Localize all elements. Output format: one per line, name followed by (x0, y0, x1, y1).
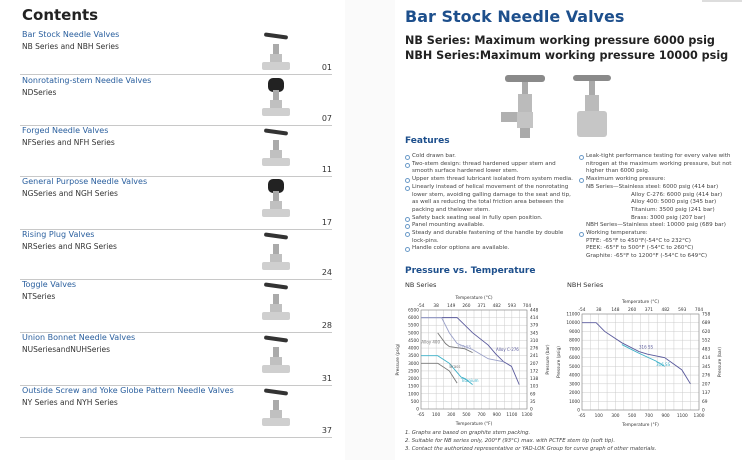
knob-valve-icon (256, 78, 296, 122)
feature-item: Working temperature: (579, 230, 731, 238)
contents-page (0, 0, 345, 460)
t-handle-valve-icon (256, 335, 296, 379)
feature-item: Alloy 400: 5000 psig (345 bar) (631, 199, 717, 206)
entry-series: NTSeries (22, 292, 56, 301)
entry-series: NGSeries and NGH Series (22, 189, 118, 198)
x-tick-label: 1300 (521, 413, 533, 418)
feature-item: packing and thelower stem. (412, 206, 491, 213)
x-tick-label: 300 (447, 413, 456, 418)
y-tick-label: 4500 (408, 338, 419, 344)
entry-page-number: 28 (321, 321, 332, 330)
nb-subtitle: NB Series: Maximum working pressure 6000 psig (405, 34, 715, 47)
x2-axis-label: Temperature (°C) (455, 296, 493, 301)
entry-page-number: 11 (321, 165, 332, 174)
feature-item: Linearly instead of helical movement of the nonrotating (405, 184, 573, 192)
series-label: 316 SS (639, 344, 653, 350)
y-tick-label: 3000 (408, 361, 419, 367)
x-tick-label: 500 (628, 414, 637, 419)
y-axis-label: Pressure (psig) (396, 343, 401, 376)
x-tick-label: -65 (417, 413, 425, 418)
y2-tick-label: 379 (530, 323, 539, 329)
feature-item: as well as reducing the total friction area between the (412, 199, 564, 206)
y-tick-label: 5500 (408, 323, 419, 329)
t-handle-valve-icon (256, 32, 296, 76)
y-tick-label: 6000 (408, 316, 419, 322)
x2-tick-label: 593 (678, 308, 687, 313)
y-tick-label: 4000 (408, 346, 419, 352)
y-tick-label: 3500 (408, 354, 419, 360)
feature-item: Leak-tight performance testing for every valve with (579, 153, 731, 161)
y2-tick-label: 276 (702, 373, 711, 379)
y2-tick-label: 103 (530, 384, 539, 390)
feature-item: NB Series—Stainless steel: 6000 psig (414 bar) (586, 183, 719, 190)
entry-page-number: 37 (321, 426, 332, 435)
yoke-valve-icon (256, 388, 296, 432)
x-tick-label: 1300 (693, 414, 705, 419)
entry-page-number: 01 (321, 63, 332, 72)
feature-item: Titanium: 3500 psig (241 bar) (631, 206, 715, 213)
entry-series: NB Series and NBH Series (22, 42, 119, 51)
x-tick-label: 700 (477, 413, 486, 418)
y-tick-label: 6500 (408, 308, 419, 314)
y-tick-label: 8000 (569, 338, 580, 344)
x-tick-label: 1100 (506, 413, 518, 418)
y2-tick-label: 414 (530, 316, 539, 322)
y2-tick-label: 138 (530, 377, 539, 383)
feature-item: Panel mounting available. (405, 222, 573, 230)
y-tick-label: 5000 (408, 331, 419, 337)
contents-entry[interactable] (20, 280, 332, 333)
contents-entry[interactable] (20, 177, 332, 230)
entry-page-number: 17 (321, 218, 332, 227)
straight-valve-icon (573, 75, 611, 137)
x-axis-label: Temperature (°F) (622, 423, 659, 428)
feature-item: PTFE: -65°F to 450°F(-54°C to 232°C) (586, 237, 691, 244)
y-tick-label: 3000 (569, 382, 580, 388)
toggle-valve-icon (256, 282, 296, 326)
entry-title[interactable]: Forged Needle Valves (22, 126, 109, 135)
x-tick-label: -65 (578, 414, 586, 419)
x2-tick-label: 704 (522, 304, 532, 309)
entry-page-number: 24 (321, 268, 332, 277)
y2-tick-label: 620 (702, 329, 711, 335)
nb-chart-title: NB Series (405, 281, 437, 289)
entry-title[interactable]: Toggle Valves (22, 280, 77, 289)
y2-tick-label: 345 (702, 364, 711, 370)
entry-title[interactable]: Nonrotating-stem Needle Valves (22, 76, 152, 85)
y-tick-label: 1500 (408, 384, 419, 390)
x-tick-label: 300 (611, 414, 620, 419)
series-label: Titanium (460, 378, 479, 384)
y-tick-label: 11000 (566, 312, 580, 318)
footnote: 1. Graphs are based on graphite stem packing. (405, 430, 531, 436)
y-tick-label: 500 (410, 399, 419, 405)
x-tick-label: 500 (462, 413, 471, 418)
y2-tick-label: 207 (702, 382, 711, 388)
y-tick-label: 2000 (569, 391, 580, 397)
y2-tick-label: 483 (702, 347, 711, 353)
x2-tick-label: 38 (595, 308, 602, 313)
entry-title[interactable]: Union Bonnet Needle Valves (22, 333, 136, 342)
t-handle-valve-icon (256, 232, 296, 276)
feature-item: nitrogen at the maximum working pressure, but not (586, 160, 732, 167)
x-tick-label: 1100 (676, 414, 688, 419)
feature-item: Upper stem thread lubricant isolated from system media. (405, 176, 573, 184)
footnote: 3. Contact the authorized representative or YAD-LOK Group for curve graph of other materials. (405, 446, 657, 452)
footnote: 2. Suitable for NB series only, 200°F (93°C) max. with PCTFE stem tip (soft tip). (405, 438, 616, 444)
feature-item: Handle color options are available. (405, 245, 573, 253)
series-label: Brass (449, 363, 461, 369)
x2-tick-label: 371 (644, 308, 653, 313)
series-label: Alloy C-276 (495, 347, 519, 353)
round-knob-valve-icon (256, 179, 296, 223)
x2-tick-label: 593 (507, 304, 516, 309)
feature-item: Two-stem design: thread hardened upper stem and (405, 161, 573, 169)
angle-valve-icon (501, 75, 545, 138)
x2-tick-label: 260 (462, 304, 471, 309)
valve-product-image (495, 72, 625, 138)
feature-item: Brass: 3000 psig (207 bar) (631, 214, 706, 221)
x2-axis-label: Temperature (°C) (621, 300, 660, 305)
series-line (438, 333, 473, 353)
x-tick-label: 900 (492, 413, 501, 418)
contents-entry[interactable] (20, 30, 332, 75)
entry-page-number: 07 (321, 114, 332, 123)
y2-tick-label: 552 (702, 338, 711, 344)
y-tick-label: 1000 (408, 392, 419, 398)
x2-tick-label: -54 (417, 304, 425, 309)
contents-title: Contents (22, 6, 99, 24)
y2-tick-label: 414 (702, 356, 711, 362)
y-tick-label: 0 (577, 408, 580, 414)
series-label: Alloy 400 (421, 339, 441, 345)
entry-series: NUSeriesandNUHSeries (22, 345, 111, 354)
y-tick-label: 5000 (569, 364, 580, 370)
x2-tick-label: 38 (433, 304, 439, 309)
feature-item: Safety back seating seal in fully open position. (405, 215, 573, 223)
features-heading: Features (405, 136, 450, 146)
feature-item: Steady and durable fastening of the handle by double (405, 230, 573, 238)
entry-series: NDSeries (22, 88, 57, 97)
entry-series: NRSeries and NRG Series (22, 242, 117, 251)
y2-tick-label: 689 (702, 321, 711, 327)
y-axis-label: Pressure (psig) (557, 346, 562, 378)
x-axis-label: Temperature (°F) (455, 422, 493, 427)
y2-tick-label: 172 (530, 369, 539, 375)
nb-pressure-chart (395, 288, 560, 428)
y2-tick-label: 35 (530, 399, 536, 405)
entry-series: NFSeries and NFH Series (22, 138, 115, 147)
y2-tick-label: 241 (530, 354, 539, 360)
series-label: 316 SS (656, 362, 671, 368)
features-right-column (579, 153, 731, 261)
x2-tick-label: 482 (492, 304, 501, 309)
contents-entry[interactable] (20, 386, 332, 438)
nbh-subtitle: NBH Series:Maximum working pressure 10000 psig (405, 49, 729, 62)
feature-item: smooth surface hardened lower stem. (412, 168, 519, 175)
y2-tick-label: 276 (530, 346, 539, 352)
product-page (395, 0, 750, 460)
y-tick-label: 4000 (569, 373, 580, 379)
x2-tick-label: 371 (477, 304, 486, 309)
entry-title[interactable]: Bar Stock Needle Valves (22, 30, 120, 39)
feature-item: lock-pins. (412, 237, 439, 244)
contents-entry[interactable] (20, 76, 332, 126)
y-tick-label: 1000 (569, 399, 580, 405)
header-mark (702, 0, 742, 2)
y2-axis-label: Pressure (bar) (718, 346, 723, 378)
contents-entry[interactable] (20, 230, 332, 280)
y-tick-label: 2000 (408, 377, 419, 383)
features-left-column (405, 153, 573, 253)
y2-tick-label: 207 (530, 361, 539, 367)
feature-item: Alloy C-276: 6000 psig (414 bar) (631, 191, 723, 198)
nbh-pressure-chart (557, 288, 745, 428)
x2-tick-label: 149 (447, 304, 456, 309)
y-tick-label: 0 (416, 407, 419, 413)
feature-item: NBH Series—Stainless steel: 10000 psig (689 bar) (586, 222, 726, 229)
x-tick-label: 100 (432, 413, 441, 418)
footnotes (405, 429, 656, 453)
feature-item: Cold drawn bar. (405, 153, 573, 161)
y2-tick-label: 69 (702, 399, 708, 405)
entry-series: NY Series and NYH Series (22, 398, 118, 407)
feature-item: PEEK: -65°F to 500°F (-54°C to 260°C) (586, 245, 694, 252)
x-tick-label: 700 (644, 414, 653, 419)
feature-item: higher than 6000 psig. (586, 168, 650, 175)
y2-tick-label: 310 (530, 338, 539, 344)
page-gutter (345, 0, 395, 460)
x2-tick-label: 482 (661, 308, 670, 313)
y-tick-label: 2500 (408, 369, 419, 375)
t-handle-valve-icon (256, 128, 296, 172)
series-label: 316 SS (457, 344, 472, 350)
y2-axis-label: Pressure (bar) (546, 344, 551, 375)
y2-tick-label: 0 (702, 408, 705, 414)
x2-tick-label: 704 (694, 308, 704, 313)
contents-entry[interactable] (20, 126, 332, 177)
y2-tick-label: 69 (530, 392, 536, 398)
x-tick-label: 900 (661, 414, 670, 419)
x2-tick-label: -54 (578, 308, 586, 313)
entry-page-number: 31 (321, 374, 332, 383)
y-tick-label: 6000 (569, 356, 580, 362)
feature-item: Maximum working pressure: (579, 176, 731, 184)
product-title: Bar Stock Needle Valves (405, 7, 625, 26)
feature-item: lower stem, avoiding galling damage to the seat and tip, (412, 191, 571, 198)
nbh-chart-title: NBH Series (567, 281, 604, 289)
contents-entry[interactable] (20, 333, 332, 386)
entry-title[interactable]: Outside Screw and Yoke Globe Pattern Needle Valves (22, 386, 234, 395)
pressure-temperature-heading: Pressure vs. Temperature (405, 266, 536, 276)
entry-title[interactable]: General Purpose Needle Valves (22, 177, 148, 186)
x2-tick-label: 148 (611, 308, 620, 313)
x2-tick-label: 260 (628, 308, 637, 313)
y2-tick-label: 137 (702, 391, 711, 397)
y-tick-label: 9000 (569, 329, 580, 335)
y2-tick-label: 758 (702, 312, 711, 318)
y-tick-label: 7000 (569, 347, 580, 353)
x-tick-label: 100 (594, 414, 603, 419)
y2-tick-label: 0 (530, 407, 533, 413)
feature-item: Graphite: -65°F to 1200°F (-54°C to 649°C) (586, 253, 708, 260)
y2-tick-label: 345 (530, 331, 539, 337)
entry-title[interactable]: Rising Plug Valves (22, 230, 95, 239)
y2-tick-label: 448 (530, 308, 539, 314)
y-tick-label: 10000 (566, 321, 580, 327)
